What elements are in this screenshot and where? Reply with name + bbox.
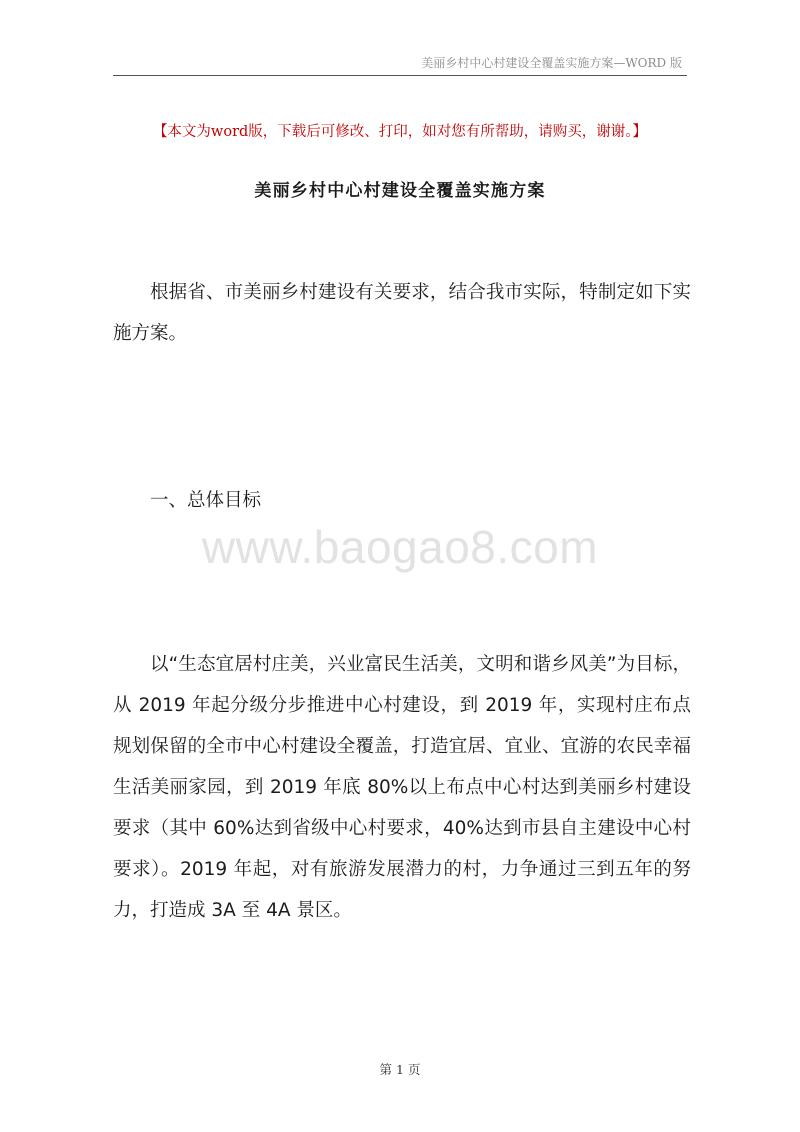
section-heading: 一、总体目标 bbox=[150, 490, 262, 511]
download-notice: 【本文为word版，下载后可修改、打印，如对您有所帮助，请购买，谢谢。】 bbox=[152, 124, 648, 140]
watermark: www.baogao8.com bbox=[201, 521, 599, 573]
document-title: 美丽乡村中心村建设全覆盖实施方案 bbox=[254, 181, 546, 201]
header-divider bbox=[113, 75, 687, 76]
goal-paragraph: 以“生态宜居村庄美，兴业富民生活美，文明和谐乡风美”为目标，从 2019 年起分级分步推进中心村建设，到 2019 年，实现村庄布点规划保留的全市中心村建设全覆盖，打造宜居、宜业、宜游的农民幸福生活美丽家园，到 2019 年底 80%以上布点中心村达到美丽乡村建设要求（其中 60%达到省级中心村要求，40%达到市县自主建设中心村要求）。2019 年起，对有旅游发展潜力的村，力争通过三到五年的努力，打造成 3A 至 4A 景区。 bbox=[113, 654, 691, 921]
page-number: 第 1 页 bbox=[379, 1062, 421, 1077]
intro-paragraph: 根据省、市美丽乡村建设有关要求，结合我市实际，特制定如下实施方案。 bbox=[113, 282, 691, 344]
running-header: 美丽乡村中心村建设全覆盖实施方案—WORD 版 bbox=[421, 56, 682, 70]
